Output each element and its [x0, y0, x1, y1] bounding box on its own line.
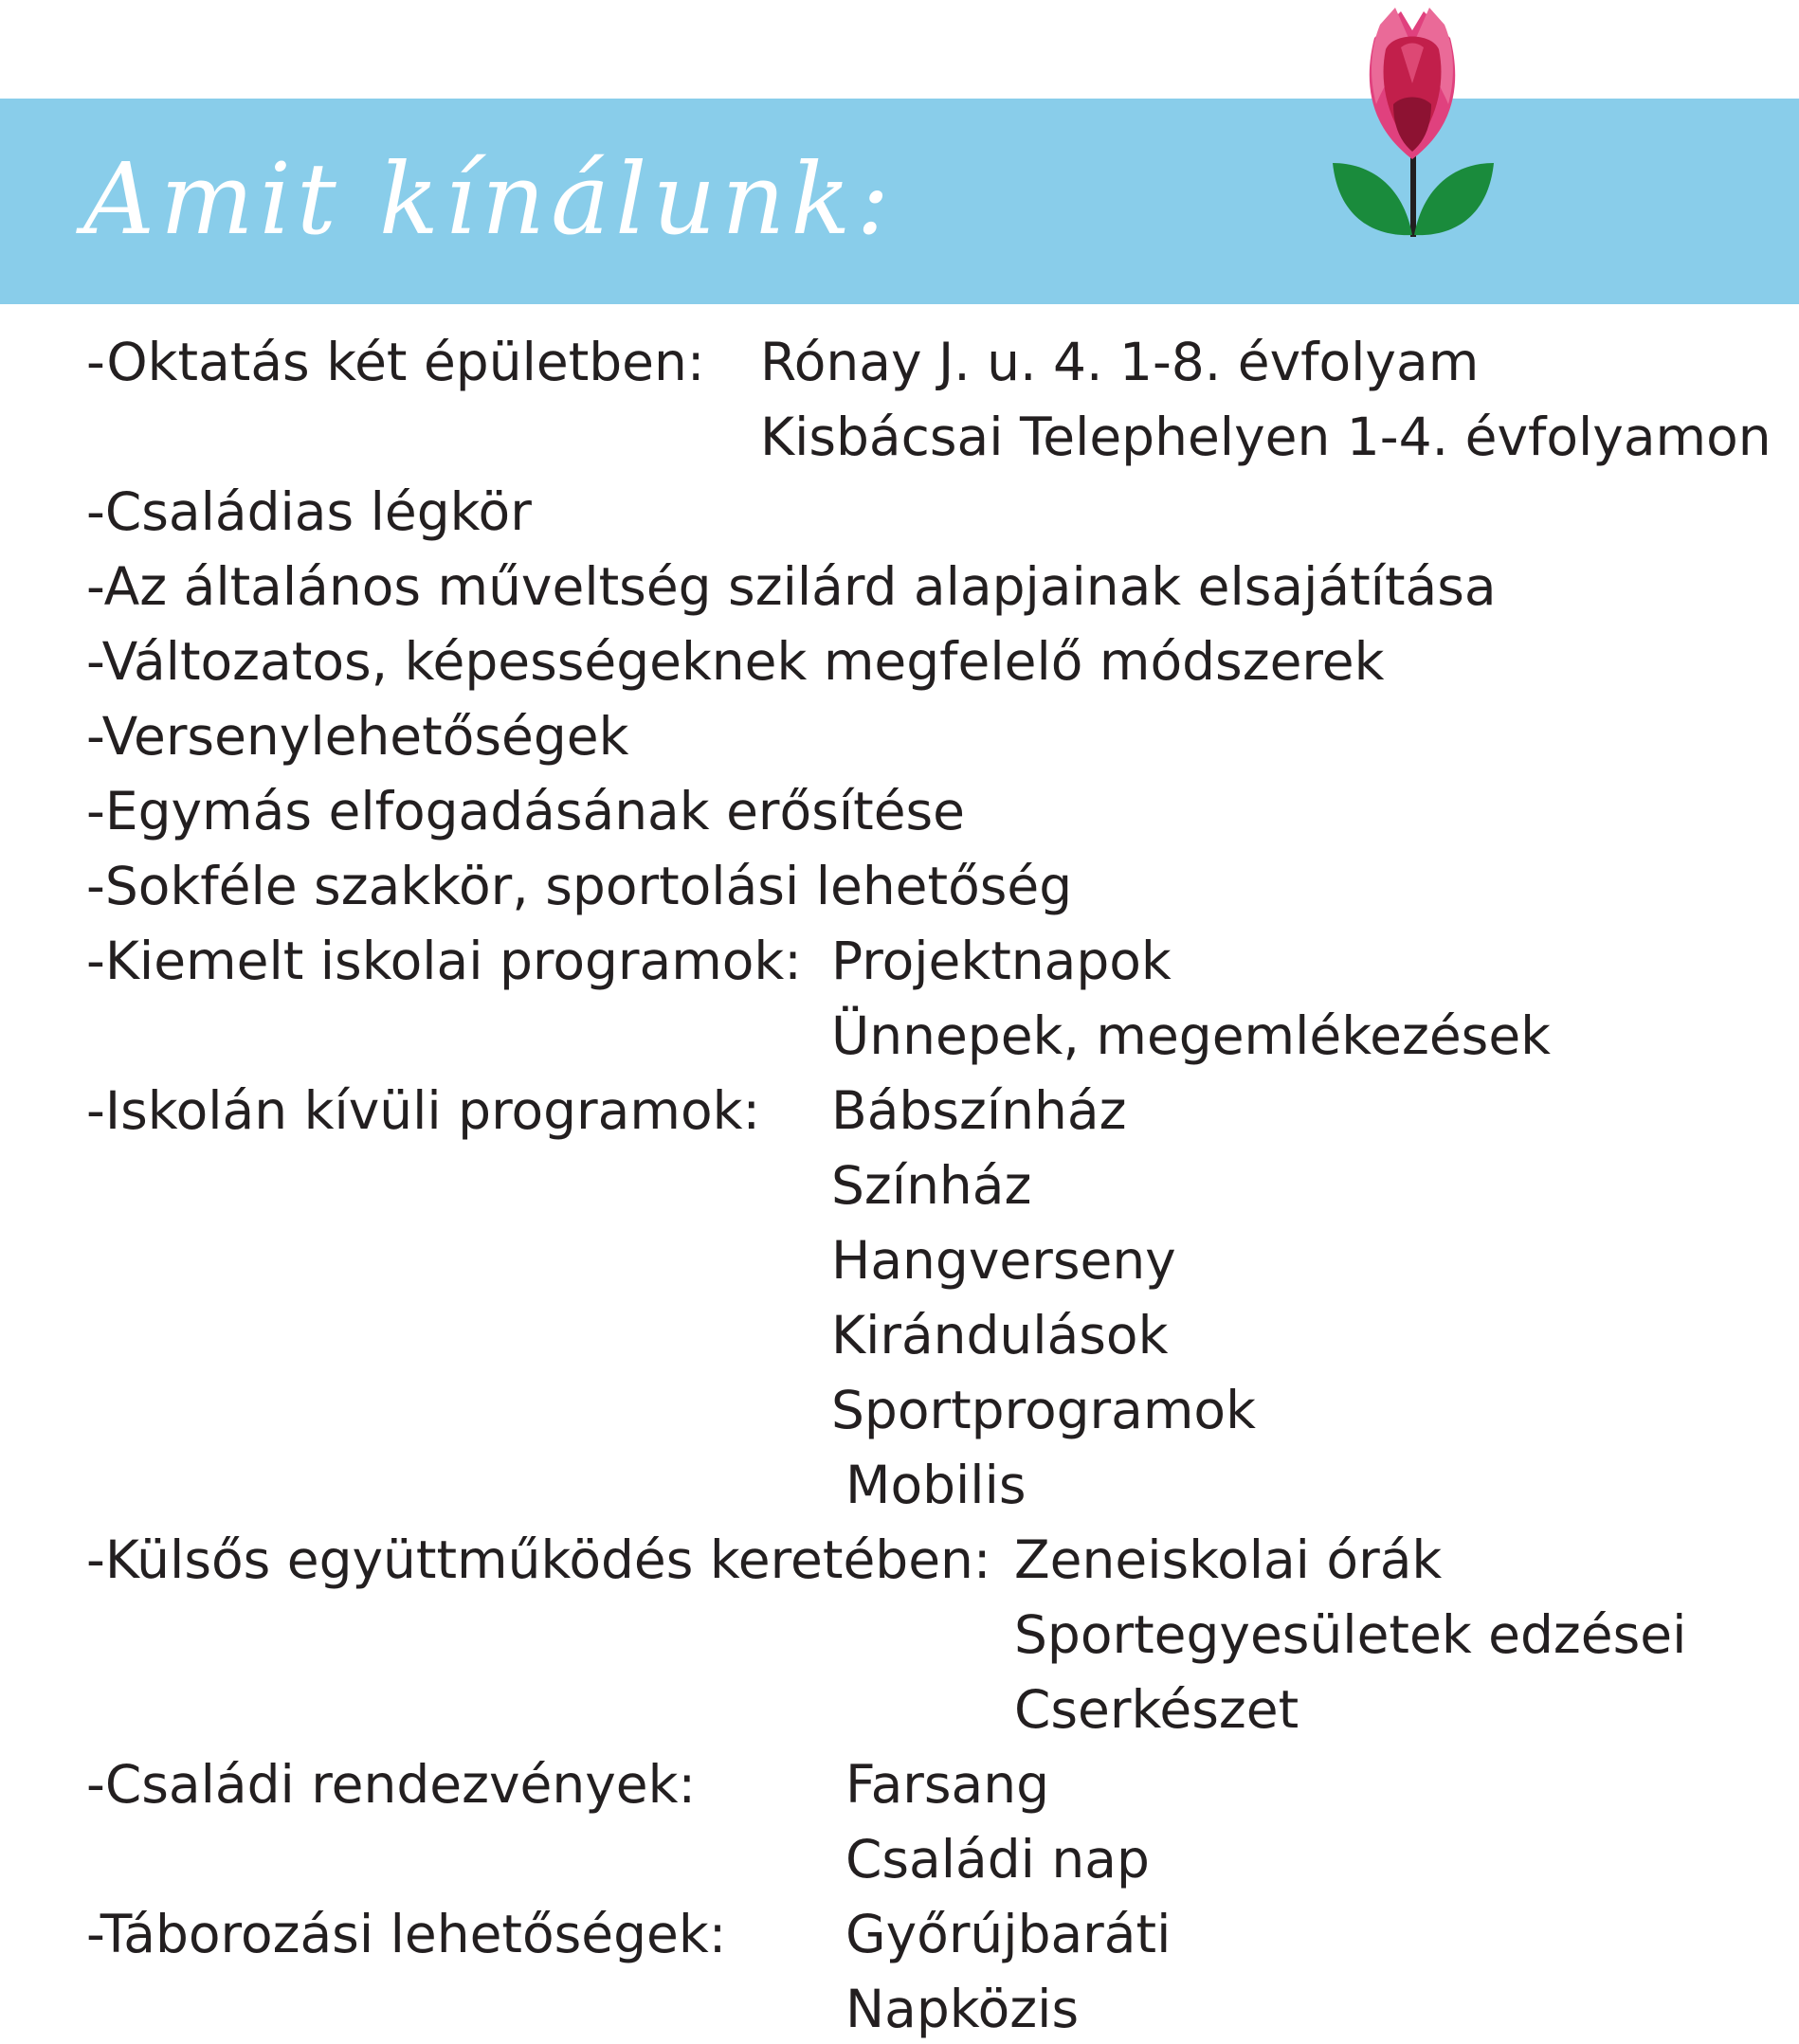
offer-value: Bábszínház — [831, 1080, 1127, 1141]
offer-value: Sportegyesületek edzései — [1014, 1604, 1687, 1665]
offer-value: Mobilis — [845, 1455, 1027, 1515]
offer-value: Színház — [831, 1155, 1032, 1216]
offer-label: -Iskolán kívüli programok: — [86, 1080, 760, 1141]
offer-value: Sportprogramok — [831, 1380, 1256, 1440]
offer-value: Farsang — [845, 1754, 1050, 1815]
offer-value: Cserkészet — [1014, 1679, 1299, 1740]
offer-label: -Oktatás két épületben: — [86, 332, 705, 392]
offer-value: Ünnepek, megemlékezések — [831, 1005, 1552, 1066]
offer-label: -Táborozási lehetőségek: — [86, 1904, 727, 1964]
offer-label: -Változatos, képességeknek megfelelő módszerek — [86, 631, 1385, 692]
offer-value: Győrújbaráti — [845, 1904, 1172, 1964]
tulip-icon — [1317, 0, 1507, 275]
offer-label: -Családias légkör — [86, 481, 532, 542]
offer-label: -Az általános műveltség szilárd alapjainak elsajátítása — [86, 556, 1497, 617]
offer-label: -Sokféle szakkör, sportolási lehetőség — [86, 856, 1073, 916]
offer-value: Rónay J. u. 4. 1-8. évfolyam — [760, 332, 1480, 392]
offer-value: Kirándulások — [831, 1305, 1169, 1366]
offer-label: -Családi rendezvények: — [86, 1754, 697, 1815]
offer-label: -Versenylehetőségek — [86, 706, 629, 767]
page-title: Amit kínálunk: — [83, 141, 896, 257]
offer-value: Családi nap — [845, 1829, 1150, 1890]
offer-label: -Egymás elfogadásának erősítése — [86, 781, 966, 841]
offer-label: -Külsős együttműködés keretében: — [86, 1529, 991, 1590]
offer-value: Kisbácsai Telephelyen 1-4. évfolyamon — [760, 407, 1772, 467]
offer-label: -Kiemelt iskolai programok: — [86, 931, 802, 991]
offer-value: Zeneiskolai órák — [1014, 1529, 1443, 1590]
offer-value: Hangverseny — [831, 1230, 1176, 1291]
offer-value: Napközis — [845, 1979, 1080, 2039]
offer-value: Projektnapok — [831, 931, 1172, 991]
